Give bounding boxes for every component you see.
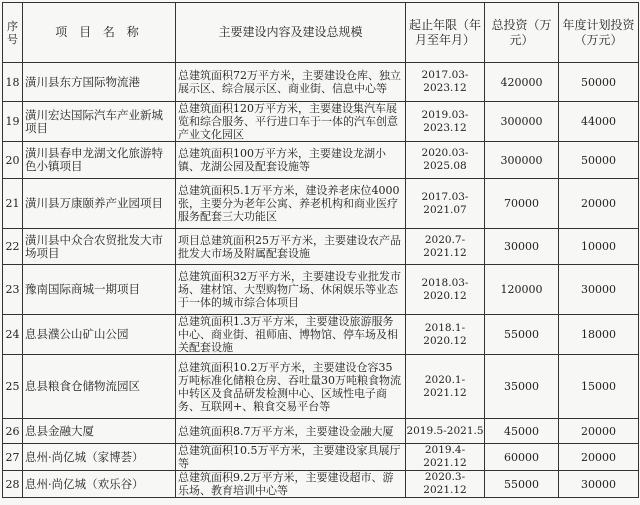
row-total: 45000 <box>485 419 559 444</box>
row-name: 息州·尚亿城（家博荟） <box>23 444 176 471</box>
row-period: 2019.4-2021.12 <box>406 444 485 471</box>
row-content: 总建筑面积1.3万平方米，主要建设旅游服务中心、商业街、祖师庙、博物馆、停车场及相关配套设施 <box>176 315 406 355</box>
row-name: 息县金融大厦 <box>23 419 176 444</box>
row-annual: 50000 <box>559 63 639 102</box>
row-period: 2020.1-2021.12 <box>406 355 485 419</box>
row-annual: 15000 <box>559 355 639 419</box>
table-row <box>3 102 639 142</box>
row-seq: 18 <box>3 63 23 102</box>
row-period: 2020.03-2025.08 <box>406 142 485 179</box>
row-name: 潢川县春申龙湖文化旅游特色小镇项目 <box>23 142 176 179</box>
row-name: 豫南国际商城一期项目 <box>23 265 176 315</box>
row-content: 总建筑面积5.1万平方米，建设养老床位4000张，主要分为老年公寓、养老机构和商业医疗服务配套三大功能区 <box>176 179 406 229</box>
row-total: 70000 <box>485 179 559 229</box>
row-period: 2017.03-2023.12 <box>406 63 485 102</box>
header-annual: 年度计划投资（万元） <box>559 3 639 63</box>
row-name: 息州·尚亿城（欢乐谷） <box>23 471 176 498</box>
row-period: 2018.1-2020.12 <box>406 315 485 355</box>
row-annual: 10000 <box>559 229 639 265</box>
row-annual: 44000 <box>559 102 639 142</box>
row-name: 潢川县东方国际物流港 <box>23 63 176 102</box>
row-seq: 19 <box>3 102 23 142</box>
row-period: 2020.3-2021.12 <box>406 471 485 498</box>
row-period: 2019.03-2023.12 <box>406 102 485 142</box>
row-seq: 22 <box>3 229 23 265</box>
row-content: 总建筑面积8.7万平方米，主要建设金融大厦 <box>176 419 406 444</box>
header-seq: 序号 <box>3 3 23 63</box>
row-seq: 26 <box>3 419 23 444</box>
row-content: 总建筑面积9.2万平方米，主要建设超市、游乐场、教育培训中心等 <box>176 471 406 498</box>
row-period: 2020.7-2021.12 <box>406 229 485 265</box>
row-seq: 27 <box>3 444 23 471</box>
row-total: 300000 <box>485 102 559 142</box>
header-content: 主要建设内容及建设总规模 <box>176 3 406 63</box>
document-page <box>2 2 638 503</box>
header-name: 项 目 名 称 <box>23 3 176 63</box>
row-total: 55000 <box>485 471 559 498</box>
row-total: 55000 <box>485 315 559 355</box>
row-total: 420000 <box>485 63 559 102</box>
table-row <box>3 471 639 498</box>
row-content: 总建筑面积10.2万平方米，主要建设仓容35万吨标准化储粮仓房、吞吐量30万吨粮食物流中转区及食品研发检测中心、区域性电子商务、互联网+、粮食交易平台等 <box>176 355 406 419</box>
row-name: 潢川县中众合农贸批发大市场项目 <box>23 229 176 265</box>
row-period: 2019.5-2021.5 <box>406 419 485 444</box>
row-name: 息县濮公山矿山公园 <box>23 315 176 355</box>
row-seq: 25 <box>3 355 23 419</box>
table-row <box>3 444 639 471</box>
row-seq: 20 <box>3 142 23 179</box>
row-seq: 23 <box>3 265 23 315</box>
row-content: 总建筑面积72万平方米，主要建设仓库、独立展示区、综合展示区、商业街、信息中心等 <box>176 63 406 102</box>
row-period: 2017.03-2021.07 <box>406 179 485 229</box>
row-content: 项目总建筑面积25万平方米，主要建设农产品批发大市场及附属配套设施 <box>176 229 406 265</box>
row-annual: 30000 <box>559 265 639 315</box>
row-total: 300000 <box>485 142 559 179</box>
row-seq: 24 <box>3 315 23 355</box>
row-annual: 30000 <box>559 471 639 498</box>
table-row <box>3 142 639 179</box>
row-total: 120000 <box>485 265 559 315</box>
table-row <box>3 265 639 315</box>
row-name: 潢川宏达国际汽车产业新城项目 <box>23 102 176 142</box>
row-seq: 21 <box>3 179 23 229</box>
row-name: 潢川县万康颐养产业园项目 <box>23 179 176 229</box>
row-total: 30000 <box>485 229 559 265</box>
row-annual: 20000 <box>559 419 639 444</box>
row-seq: 28 <box>3 471 23 498</box>
row-period: 2018.03-2020.12 <box>406 265 485 315</box>
table-row <box>3 179 639 229</box>
row-name: 息县粮食仓储物流园区 <box>23 355 176 419</box>
row-content: 总建筑面积32万平方米，主要建设专业批发市场、建材馆、大型购物广场、休闲娱乐等业态于一体的城市综合体项目 <box>176 265 406 315</box>
header-period: 起止年限（年月至年月） <box>406 3 485 63</box>
row-annual: 18000 <box>559 315 639 355</box>
table-row <box>3 315 639 355</box>
row-annual: 50000 <box>559 142 639 179</box>
row-total: 60000 <box>485 444 559 471</box>
row-total: 35000 <box>485 355 559 419</box>
row-annual: 20000 <box>559 444 639 471</box>
table-row <box>3 419 639 444</box>
table-row <box>3 63 639 102</box>
table-header-row <box>3 3 639 63</box>
row-annual: 20000 <box>559 179 639 229</box>
row-content: 总建筑面积10.5万平方米，主要建设家具展厅等 <box>176 444 406 471</box>
header-total: 总投资（万元） <box>485 3 559 63</box>
project-table <box>2 2 639 498</box>
table-row <box>3 355 639 419</box>
row-content: 总建筑面积100万平方米，主要建设龙湖小镇、龙湖公园及配套设施等 <box>176 142 406 179</box>
row-content: 总建筑面积120万平方米，主要建设集汽车展览和综合服务、平行进口车于一体的汽车创意产业文化园区 <box>176 102 406 142</box>
table-row <box>3 229 639 265</box>
